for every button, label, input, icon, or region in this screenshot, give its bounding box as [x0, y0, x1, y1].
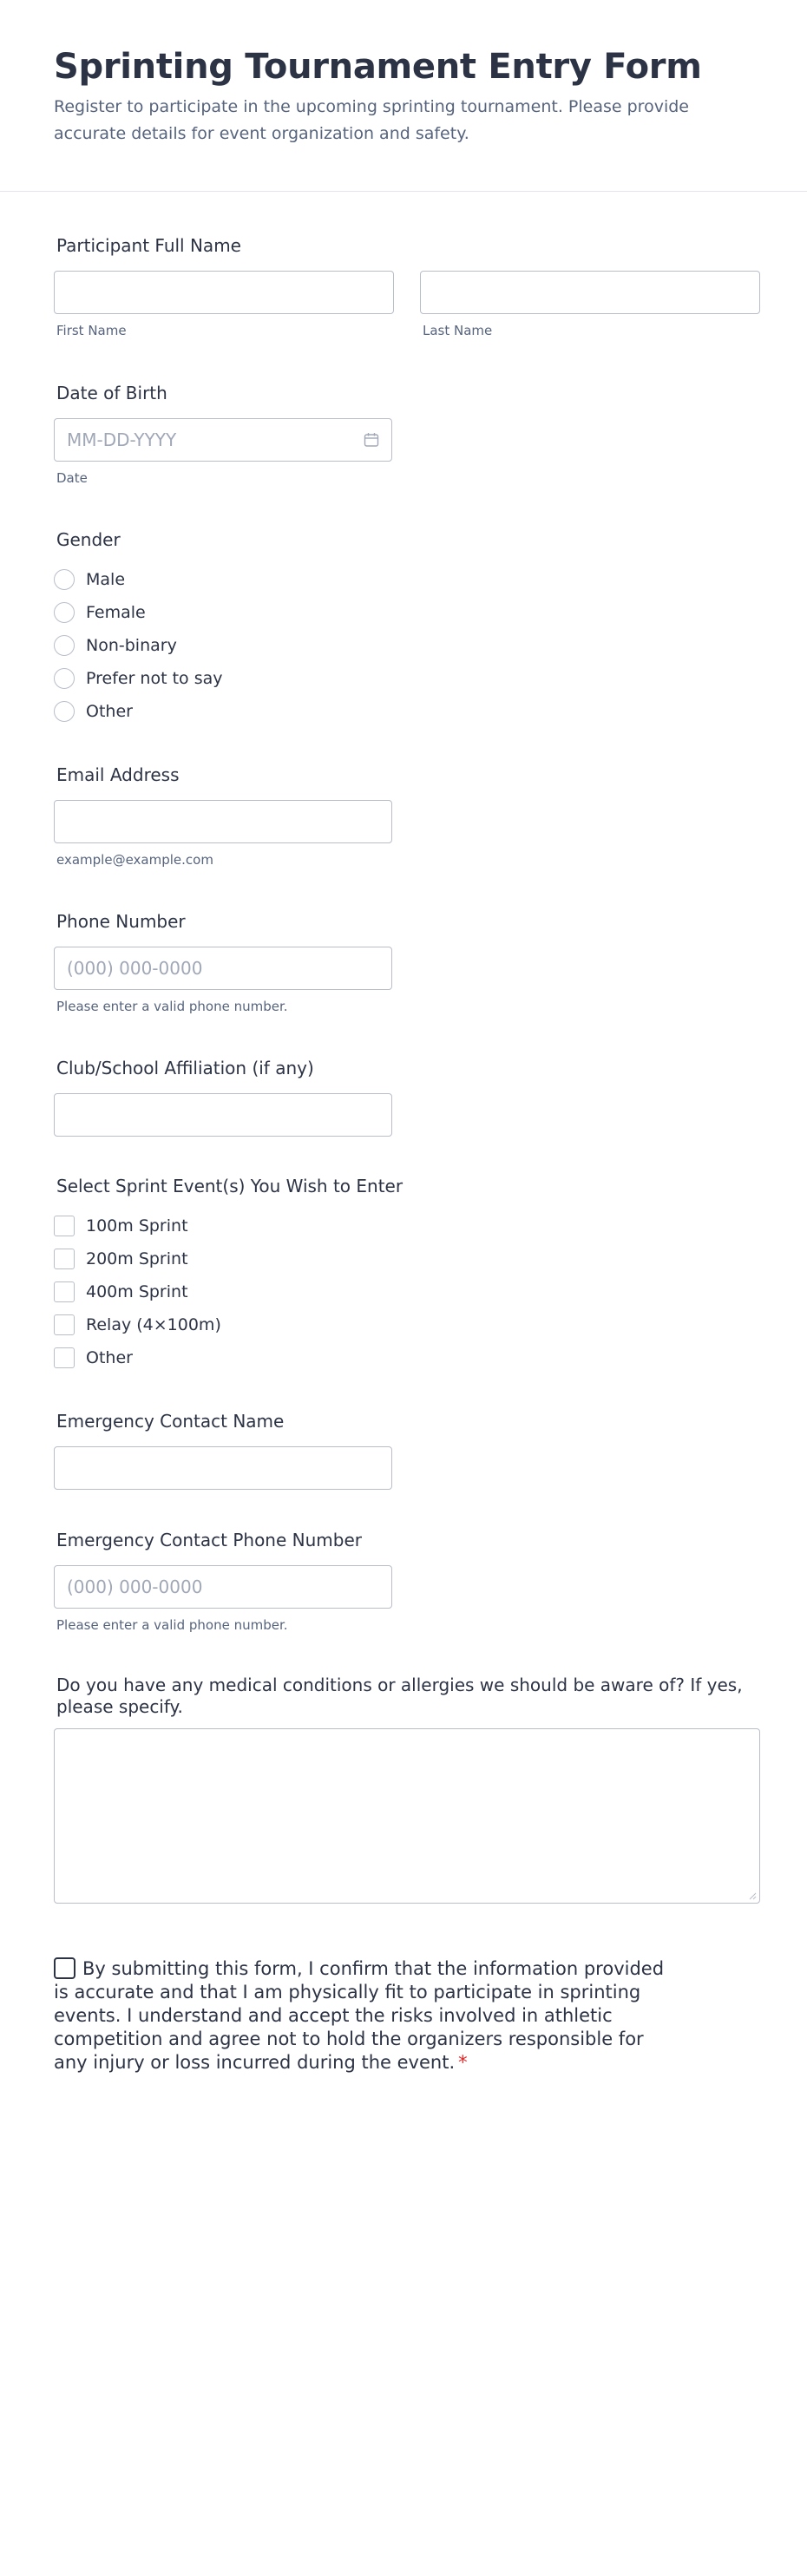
- phone-input[interactable]: [54, 947, 392, 990]
- form-header: [0, 0, 807, 192]
- gender-field: [54, 528, 760, 728]
- agreement-checkbox[interactable]: [54, 1957, 75, 1979]
- event-option-label: Other: [86, 1348, 133, 1367]
- phone-placeholder: (000) 000-0000: [67, 958, 203, 979]
- checkbox[interactable]: [54, 1314, 75, 1335]
- dob-placeholder: MM-DD-YYYY: [67, 429, 177, 450]
- checkbox[interactable]: [54, 1249, 75, 1269]
- radio-button[interactable]: [54, 701, 75, 722]
- gender-option-label: Female: [86, 603, 146, 622]
- gender-option-label: Prefer not to say: [86, 669, 223, 688]
- gender-label: Gender: [56, 529, 121, 550]
- dob-label: Date of Birth: [56, 383, 167, 403]
- required-asterisk: *: [458, 2052, 468, 2073]
- event-option-label: Relay (4×100m): [86, 1315, 221, 1334]
- club-field: [54, 1057, 392, 1137]
- last-name-sublabel: Last Name: [423, 323, 493, 338]
- gender-option-other[interactable]: [54, 695, 760, 728]
- emergency-name-input[interactable]: [54, 1446, 392, 1490]
- email-sublabel: example@example.com: [56, 852, 213, 868]
- club-label: Club/School Affiliation (if any): [56, 1058, 314, 1078]
- resize-handle-icon[interactable]: [748, 1891, 757, 1900]
- email-input[interactable]: [54, 800, 392, 843]
- gender-option-label: Other: [86, 702, 133, 721]
- emergency-phone-input[interactable]: [54, 1565, 392, 1609]
- gender-option-label: Male: [86, 570, 126, 589]
- dob-sublabel: Date: [56, 470, 88, 486]
- last-name-input[interactable]: [420, 271, 760, 314]
- event-option-label: 200m Sprint: [86, 1249, 188, 1268]
- checkbox[interactable]: [54, 1347, 75, 1368]
- gender-option-prefer-not-to-say[interactable]: [54, 662, 760, 695]
- radio-button[interactable]: [54, 602, 75, 623]
- emergency-name-field: [54, 1410, 392, 1490]
- event-option-label: 400m Sprint: [86, 1282, 188, 1301]
- emergency-phone-label: Emergency Contact Phone Number: [56, 1530, 362, 1550]
- emergency-phone-placeholder: (000) 000-0000: [67, 1576, 203, 1597]
- dob-field: [54, 382, 392, 486]
- last-name-group: [420, 271, 760, 338]
- events-label: Select Sprint Event(s) You Wish to Enter: [56, 1176, 404, 1196]
- gender-option-non-binary[interactable]: [54, 629, 760, 662]
- medical-field: [54, 1675, 760, 1904]
- full-name-label: Participant Full Name: [56, 235, 241, 256]
- radio-button[interactable]: [54, 635, 75, 656]
- event-option-100m[interactable]: [54, 1209, 760, 1242]
- medical-label: Do you have any medical conditions or allergies we should be aware of? If yes, please specify.: [56, 1675, 743, 1717]
- email-label: Email Address: [56, 764, 180, 785]
- calendar-icon[interactable]: [364, 432, 379, 448]
- events-field: [54, 1175, 760, 1374]
- first-name-group: [54, 271, 394, 338]
- radio-button[interactable]: [54, 668, 75, 689]
- emergency-phone-sublabel: Please enter a valid phone number.: [56, 1617, 288, 1633]
- checkbox[interactable]: [54, 1281, 75, 1302]
- first-name-sublabel: First Name: [56, 323, 127, 338]
- agreement-text: By submitting this form, I confirm that the information provided is accurate and that I am physically fit to participate in sprinting events. I understand and accept the risks involved in athletic competition and agree not to hold the organizers responsible for any injury or loss incurred during the event.: [54, 1958, 665, 2073]
- full-name-field: [54, 234, 760, 338]
- event-option-400m[interactable]: [54, 1275, 760, 1308]
- agreement-field: [54, 1957, 696, 2075]
- checkbox[interactable]: [54, 1216, 75, 1236]
- medical-textarea[interactable]: [54, 1728, 760, 1904]
- gender-option-male[interactable]: [54, 563, 760, 596]
- event-option-relay[interactable]: [54, 1308, 760, 1341]
- dob-input[interactable]: [54, 418, 392, 462]
- event-option-other[interactable]: [54, 1341, 760, 1374]
- event-option-label: 100m Sprint: [86, 1216, 188, 1236]
- phone-sublabel: Please enter a valid phone number.: [56, 999, 288, 1014]
- phone-field: [54, 910, 392, 1014]
- gender-option-female[interactable]: [54, 596, 760, 629]
- agreement-label[interactable]: [54, 1957, 679, 2075]
- club-input[interactable]: [54, 1093, 392, 1137]
- gender-options: [54, 563, 760, 728]
- radio-button[interactable]: [54, 569, 75, 590]
- email-field: [54, 764, 392, 868]
- event-option-200m[interactable]: [54, 1242, 760, 1275]
- form-title: Sprinting Tournament Entry Form: [54, 47, 702, 87]
- gender-option-label: Non-binary: [86, 636, 177, 655]
- form-subtitle: Register to participate in the upcoming sprinting tournament. Please provide accurate details for event organization and safety.: [54, 97, 689, 143]
- emergency-name-label: Emergency Contact Name: [56, 1411, 285, 1432]
- phone-label: Phone Number: [56, 911, 186, 932]
- events-options: [54, 1209, 760, 1374]
- emergency-phone-field: [54, 1529, 392, 1633]
- first-name-input[interactable]: [54, 271, 394, 314]
